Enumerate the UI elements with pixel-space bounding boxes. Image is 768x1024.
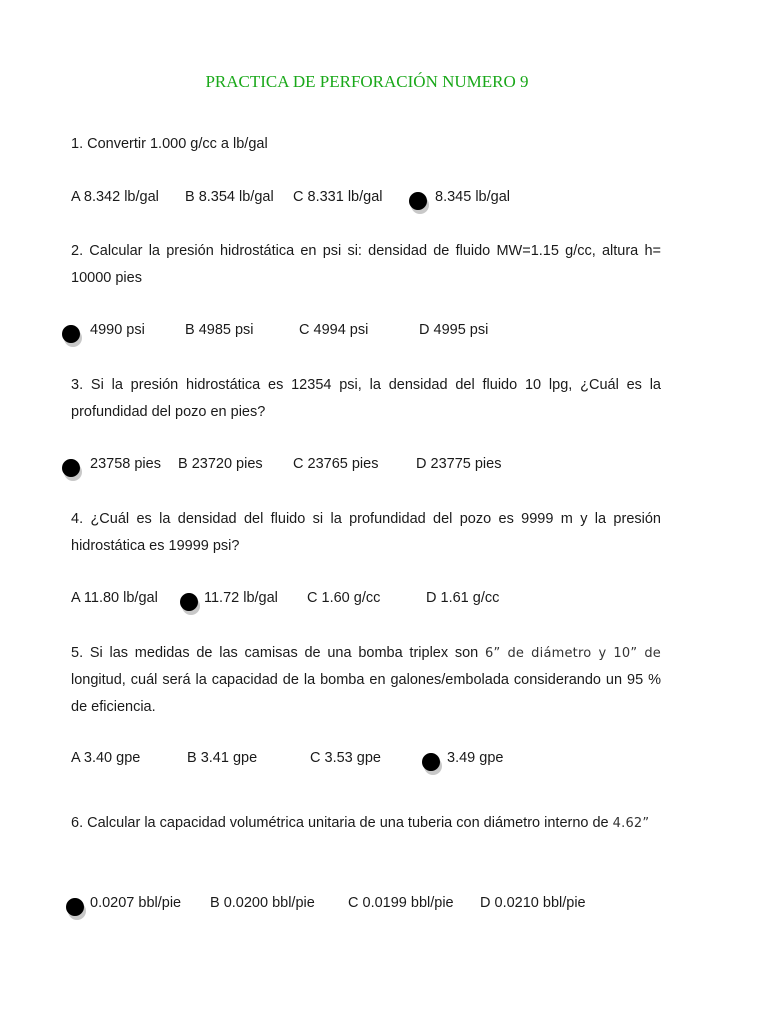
answer-marker-icon [62, 459, 80, 477]
question-6-diameter: 4.62” [612, 816, 650, 831]
answer-marker-icon [180, 593, 198, 611]
q3-option-b: B 23720 pies [178, 456, 263, 472]
q2-option-a: 4990 psi [90, 322, 145, 338]
question-5-part-1: 5. Si las medidas de las camisas de una bomba triplex son [71, 645, 485, 661]
question-6-part-1: 6. Calcular la capacidad volumétrica unitaria de una tuberia con diámetro interno de [71, 815, 613, 831]
q6-option-d: D 0.0210 bbl/pie [480, 895, 586, 911]
question-6 [71, 810, 661, 837]
page-title: PRACTICA DE PERFORACIÓN NUMERO 9 [205, 72, 529, 91]
answer-marker-icon [409, 192, 427, 210]
q6-option-c: C 0.0199 bbl/pie [348, 895, 454, 911]
q4-option-b: 11.72 lb/gal [204, 590, 278, 606]
answer-marker-icon [66, 898, 84, 916]
q6-option-b: B 0.0200 bbl/pie [210, 895, 315, 911]
answer-marker-icon [62, 325, 80, 343]
question-5-dimensions: 6” de diámetro y 10” de [485, 646, 661, 661]
question-2: 2. Calcular la presión hidrostática en psi si: densidad de fluido MW=1.15 g/cc, altura h= 10000 pies [71, 243, 661, 286]
q1-option-c: C 8.331 lb/gal [293, 189, 383, 205]
q5-option-c: C 3.53 gpe [310, 750, 381, 766]
q5-option-a: A 3.40 gpe [71, 750, 141, 766]
q4-option-d: D 1.61 g/cc [426, 590, 500, 606]
q4-option-a: A 11.80 lb/gal [71, 590, 158, 606]
q3-option-a: 23758 pies [90, 456, 161, 472]
question-5-part-2: longitud, cuál será la capacidad de la bomba en galones/embolada considerando un 95 % de eficiencia. [71, 672, 661, 715]
question-3: 3. Si la presión hidrostática es 12354 psi, la densidad del fluido 10 lpg, ¿Cuál es la profundidad del pozo en pies? [71, 377, 661, 420]
q2-option-c: C 4994 psi [299, 322, 369, 338]
q3-option-c: C 23765 pies [293, 456, 379, 472]
q2-option-d: D 4995 psi [419, 322, 489, 338]
q1-option-b: B 8.354 lb/gal [185, 189, 274, 205]
question-1: 1. Convertir 1.000 g/cc a lb/gal [71, 136, 268, 152]
q1-option-a: A 8.342 lb/gal [71, 189, 159, 205]
q1-option-d: 8.345 lb/gal [435, 189, 510, 205]
q3-option-d: D 23775 pies [416, 456, 502, 472]
q4-option-c: C 1.60 g/cc [307, 590, 381, 606]
q2-option-b: B 4985 psi [185, 322, 254, 338]
question-5 [71, 640, 661, 721]
q5-option-d: 3.49 gpe [447, 750, 504, 766]
question-4: 4. ¿Cuál es la densidad del fluido si la profundidad del pozo es 9999 m y la presión hidrostática es 19999 psi? [71, 511, 661, 554]
q6-option-a: 0.0207 bbl/pie [90, 895, 182, 911]
answer-marker-icon [422, 753, 440, 771]
q5-option-b: B 3.41 gpe [187, 750, 258, 766]
